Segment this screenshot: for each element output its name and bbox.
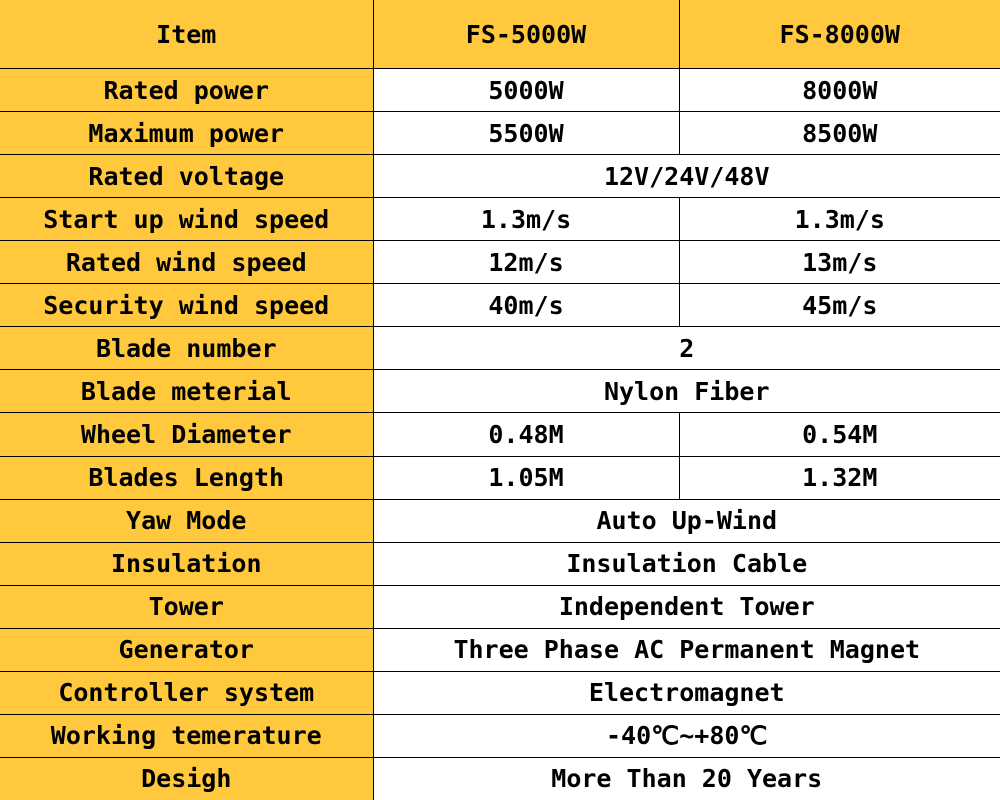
- table-row: [0, 628, 1000, 671]
- table-row: [0, 370, 1000, 413]
- row-value-model-b: 1.3m/s: [679, 198, 1000, 241]
- table-row: [0, 155, 1000, 198]
- table-row: [0, 671, 1000, 714]
- row-label: Blade number: [0, 327, 373, 370]
- table-row: [0, 327, 1000, 370]
- row-value-model-b: 8000W: [679, 69, 1000, 112]
- row-label: Rated wind speed: [0, 241, 373, 284]
- row-value-shared: 2: [373, 327, 1000, 370]
- row-value-model-b: 45m/s: [679, 284, 1000, 327]
- row-value-shared: -40℃~+80℃: [373, 714, 1000, 757]
- row-value-model-a: 5500W: [373, 112, 679, 155]
- row-label: Generator: [0, 628, 373, 671]
- row-label: Rated power: [0, 69, 373, 112]
- row-label: Tower: [0, 585, 373, 628]
- row-label: Yaw Mode: [0, 499, 373, 542]
- table-row: [0, 284, 1000, 327]
- row-label: Rated voltage: [0, 155, 373, 198]
- header-model-a: FS-5000W: [373, 0, 679, 69]
- row-value-shared: Electromagnet: [373, 671, 1000, 714]
- row-value-model-b: 13m/s: [679, 241, 1000, 284]
- row-label: Security wind speed: [0, 284, 373, 327]
- table-row: [0, 585, 1000, 628]
- header-item: Item: [0, 0, 373, 69]
- row-value-shared: 12V/24V/48V: [373, 155, 1000, 198]
- row-value-model-b: 0.54M: [679, 413, 1000, 456]
- row-label: Start up wind speed: [0, 198, 373, 241]
- table-row: [0, 198, 1000, 241]
- row-label: Insulation: [0, 542, 373, 585]
- row-value-model-b: 1.32M: [679, 456, 1000, 499]
- row-value-shared: Three Phase AC Permanent Magnet: [373, 628, 1000, 671]
- row-label: Maximum power: [0, 112, 373, 155]
- table-row: [0, 542, 1000, 585]
- table-row: [0, 241, 1000, 284]
- row-value-model-a: 5000W: [373, 69, 679, 112]
- row-value-shared: Nylon Fiber: [373, 370, 1000, 413]
- table-row: [0, 69, 1000, 112]
- table-row: [0, 714, 1000, 757]
- row-value-shared: Independent Tower: [373, 585, 1000, 628]
- table-row: [0, 456, 1000, 499]
- row-label: Working temerature: [0, 714, 373, 757]
- table-row: [0, 499, 1000, 542]
- header-model-b: FS-8000W: [679, 0, 1000, 69]
- table-row: [0, 757, 1000, 800]
- row-value-model-a: 0.48M: [373, 413, 679, 456]
- row-label: Blades Length: [0, 456, 373, 499]
- row-label: Blade meterial: [0, 370, 373, 413]
- row-value-shared: More Than 20 Years: [373, 757, 1000, 800]
- row-value-model-b: 8500W: [679, 112, 1000, 155]
- table-row: [0, 413, 1000, 456]
- table-header-row: [0, 0, 1000, 69]
- table-row: [0, 112, 1000, 155]
- row-label: Controller system: [0, 671, 373, 714]
- row-value-shared: Auto Up-Wind: [373, 499, 1000, 542]
- row-value-shared: Insulation Cable: [373, 542, 1000, 585]
- row-value-model-a: 1.05M: [373, 456, 679, 499]
- row-value-model-a: 12m/s: [373, 241, 679, 284]
- row-label: Wheel Diameter: [0, 413, 373, 456]
- row-value-model-a: 40m/s: [373, 284, 679, 327]
- row-label: Desigh: [0, 757, 373, 800]
- row-value-model-a: 1.3m/s: [373, 198, 679, 241]
